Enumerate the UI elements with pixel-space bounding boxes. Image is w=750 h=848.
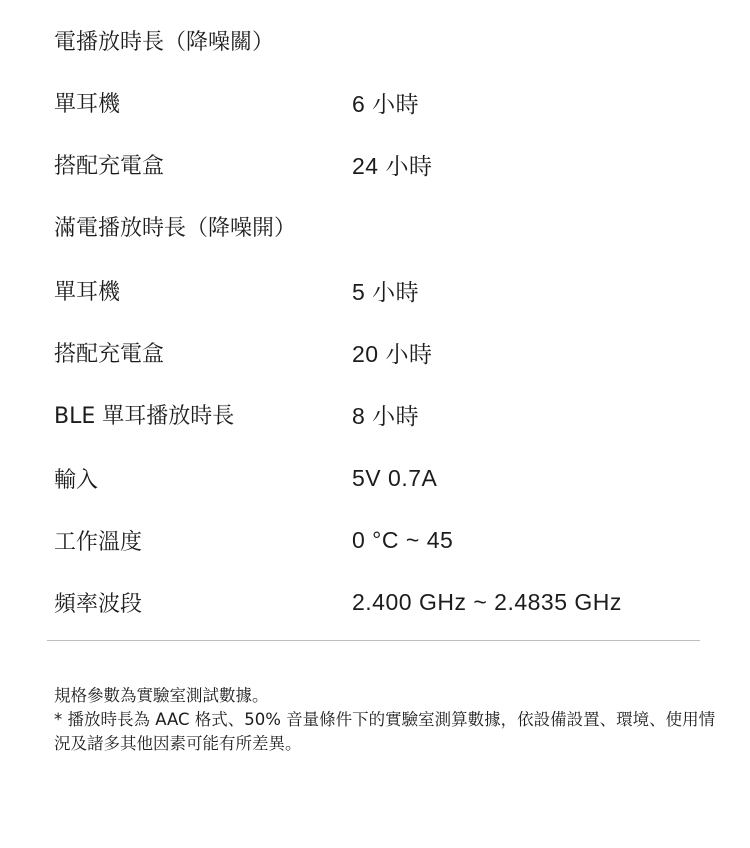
spec-row-operating-temperature [54, 520, 704, 560]
spec-value: 24 小時 [352, 152, 433, 179]
spec-label: 搭配充電盒 [54, 153, 165, 179]
spec-label: BLE 單耳播放時長 [54, 403, 235, 429]
spec-value: 8 小時 [352, 402, 420, 429]
spec-row-ble-playback [54, 394, 704, 434]
divider [47, 640, 700, 641]
spec-label: 單耳機 [54, 279, 121, 305]
spec-value: 0 °C ~ 45 [352, 526, 454, 553]
spec-value: 5V 0.7A [352, 464, 438, 491]
spec-row-input [54, 458, 704, 498]
section-heading-anc-off [54, 20, 704, 60]
spec-row-with-case-anc-off [54, 144, 704, 184]
footnotes [54, 684, 724, 756]
spec-row-single-earbud-anc-off [54, 82, 704, 122]
spec-value: 20 小時 [352, 340, 433, 367]
section-heading-anc-on [54, 206, 704, 246]
spec-label: 單耳機 [54, 91, 121, 117]
spec-value: 2.400 GHz ~ 2.4835 GHz [352, 588, 622, 615]
footnote-lab-data: 規格參數為實驗室測試數據。 [54, 686, 269, 705]
footnote-playback-conditions: * 播放時長為 AAC 格式、50% 音量條件下的實驗室測算數據，依設備設置、環境、使用情況及諸多其他因素可能有所差異。 [54, 710, 716, 753]
spec-label: 輸入 [54, 467, 99, 493]
spec-label: 搭配充電盒 [54, 341, 165, 367]
spec-row-single-earbud-anc-on [54, 270, 704, 310]
section-heading-text: 電播放時長（降噪關） [54, 29, 275, 55]
spec-label: 頻率波段 [54, 591, 143, 617]
spec-row-with-case-anc-on [54, 332, 704, 372]
spec-value: 6 小時 [352, 90, 420, 117]
spec-value: 5 小時 [352, 278, 420, 305]
spec-label: 工作溫度 [54, 529, 143, 555]
section-heading-text: 滿電播放時長（降噪開） [54, 215, 297, 241]
spec-row-frequency-band [54, 582, 704, 622]
